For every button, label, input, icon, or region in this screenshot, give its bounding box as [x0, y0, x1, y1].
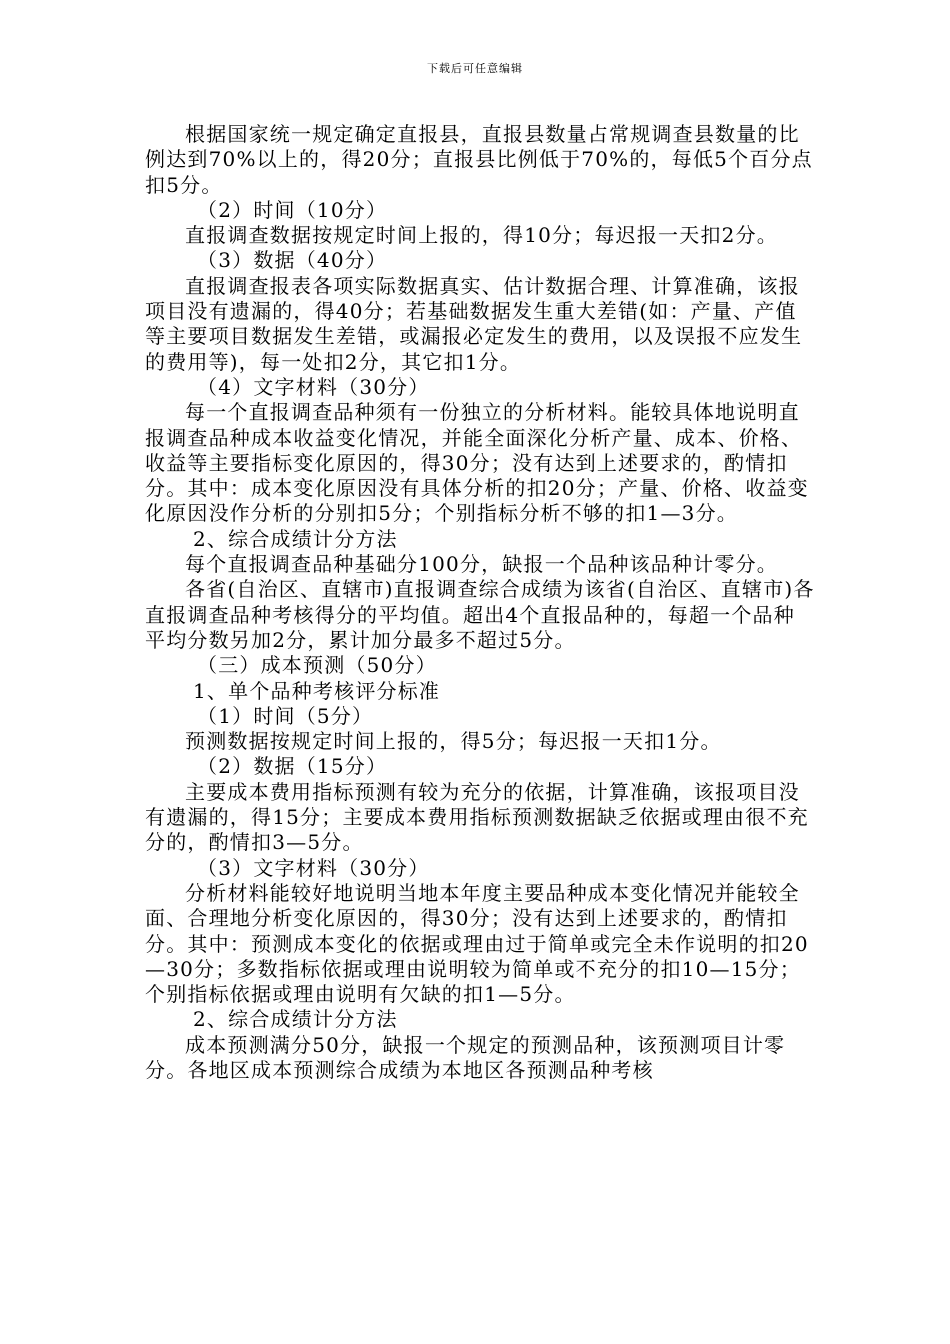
section-heading: （3）数据（40分） — [197, 248, 388, 273]
paragraph: 每个直报调查品种基础分100分，缺报一个品种该品种计零分。 — [185, 552, 778, 577]
paragraph: 各省(自治区、直辖市)直报调查综合成绩为该省(自治区、直辖市)各直报调查品种考核得分的平均值。超出4个直报品种的，每超一个品种平均分数另加2分，累计加分最多不超过5分。 — [145, 577, 815, 652]
paragraph: 预测数据按规定时间上报的，得5分；每迟报一天扣1分。 — [185, 729, 722, 754]
section-heading: （2）数据（15分） — [197, 754, 388, 779]
section-heading: 1、单个品种考核评分标准 — [193, 678, 441, 703]
section-heading: 2、综合成绩计分方法 — [193, 1007, 398, 1032]
paragraph: 直报调查数据按规定时间上报的，得10分；每迟报一天扣2分。 — [185, 223, 778, 248]
paragraph: 成本预测满分50分，缺报一个规定的预测品种，该预测项目计零分。各地区成本预测综合成绩为本地区各预测品种考核 — [145, 1032, 786, 1082]
paragraph: 根据国家统一规定确定直报县，直报县数量占常规调查县数量的比例达到70%以上的，得20分；直报县比例低于70%的，每低5个百分点扣5分。 — [145, 122, 813, 197]
document-body — [145, 122, 815, 1083]
section-heading: （2）时间（10分） — [197, 197, 388, 222]
section-heading: （3）文字材料（30分） — [197, 855, 430, 880]
page-header: 下载后可任意编辑 — [427, 62, 523, 75]
section-heading: （4）文字材料（30分） — [197, 374, 430, 399]
section-heading: （三）成本预测（50分） — [197, 653, 437, 678]
paragraph: 每一个直报调查品种须有一份独立的分析材料。能较具体地说明直报调查品种成本收益变化情况，并能全面深化分析产量、成本、价格、收益等主要指标变化原因的，得30分；没有达到上述要求的，酌情扣分。其中：成本变化原因没有具体分析的扣20分；产量、价格、收益变化原因没作分析的分别扣5分；个别指标分析不够的扣1—3分。 — [145, 400, 809, 526]
paragraph: 直报调查报表各项实际数据真实、估计数据合理、计算准确，该报项目没有遗漏的，得40分；若基础数据发生重大差错(如：产量、产值等主要项目数据发生差错，或漏报必定发生的费用，以及误报不应发生的费用等)，每一处扣2分，其它扣1分。 — [145, 273, 803, 374]
paragraph: 主要成本费用指标预测有较为充分的依据，计算准确，该报项目没有遗漏的，得15分；主要成本费用指标预测数据缺乏依据或理由很不充分的，酌情扣3—5分。 — [145, 779, 809, 855]
paragraph: 分析材料能较好地说明当地本年度主要品种成本变化情况并能较全面、合理地分析变化原因的，得30分；没有达到上述要求的，酌情扣分。其中：预测成本变化的依据或理由过于简单或完全未作说明的扣20—30分；多数指标依据或理由说明较为简单或不充分的扣10—15分；个别指标依据或理由说明有欠缺的扣1—5分。 — [145, 880, 809, 1007]
section-heading: （1）时间（5分） — [197, 703, 374, 728]
section-heading: 2、综合成绩计分方法 — [193, 526, 398, 551]
